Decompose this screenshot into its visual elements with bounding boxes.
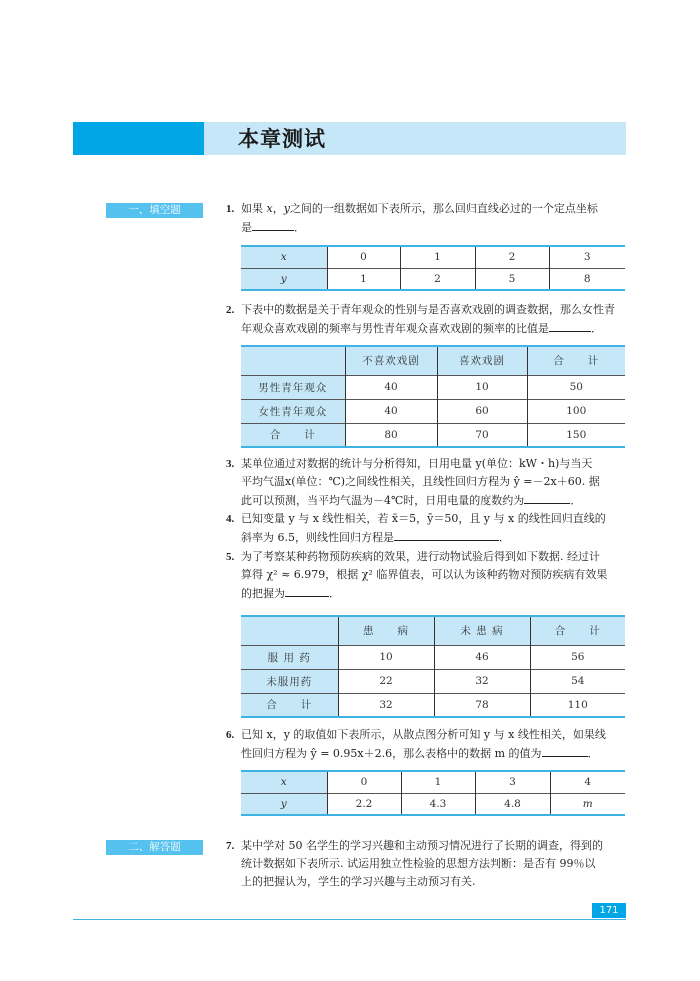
table-row [241, 399, 625, 423]
question-number: 7. [226, 840, 235, 852]
question-text: 如果 [241, 202, 263, 215]
table-cell: 56 [530, 645, 625, 669]
table-cell: 4.3 [401, 793, 475, 815]
table-row [241, 693, 625, 717]
question-4 [226, 510, 626, 547]
row-header: y [241, 793, 327, 815]
question-text: 此可以预测，当平均气温为－4℃时，日用电量的度数约为 [241, 494, 525, 507]
question-text: 性回归方程为 ŷ = 0.95x＋2.6，那么表格中的数据 m 的值为 [241, 747, 542, 760]
table-cell: 0 [327, 246, 400, 268]
row-header: 合 计 [241, 423, 345, 447]
table-row [241, 645, 625, 669]
table-cell: 78 [434, 693, 530, 717]
question-7 [226, 837, 626, 891]
table-cell: 5 [475, 268, 549, 290]
table-cell: 50 [527, 375, 625, 399]
page-number: 171 [592, 903, 626, 918]
chapter-header-accent [73, 122, 204, 155]
punctuation: ． [329, 587, 340, 600]
question-3 [226, 455, 626, 510]
table-cell: 1 [401, 771, 475, 793]
table-row [241, 793, 625, 815]
row-header: 女性青年观众 [241, 399, 345, 423]
table-q6 [241, 770, 625, 816]
question-number: 6. [226, 729, 235, 741]
table-cell: 8 [549, 268, 625, 290]
question-text: ， [272, 202, 284, 215]
footer-divider [73, 919, 626, 920]
question-number: 3. [226, 458, 235, 470]
table-q1 [241, 245, 625, 291]
row-header: x [241, 771, 327, 793]
question-text: 上的把握认为，学生的学习兴趣与主动预习有关. [241, 875, 476, 888]
question-text: 为了考察某种药物预防疾病的效果，进行动物试验后得到如下数据. 经过计 [241, 550, 600, 563]
answer-blank[interactable] [524, 491, 570, 504]
table-cell: 1 [327, 268, 400, 290]
row-header: 未服用药 [241, 669, 338, 693]
table-cell: 80 [345, 423, 437, 447]
table-cell: 2.2 [327, 793, 401, 815]
question-text: 斜率为 6.5，则线性回归方程是 [241, 531, 394, 544]
header-cell: 患 病 [338, 616, 434, 645]
header-cell: 合 计 [527, 346, 625, 375]
table-cell: 3 [549, 246, 625, 268]
question-text: 是 [241, 221, 252, 234]
question-text: 已知变量 y 与 x 线性相关，若 x̄＝5，ȳ＝50，且 y 与 x 的线性回归直线的 [241, 512, 606, 525]
header-cell: 合 计 [530, 616, 625, 645]
question-text: 某单位通过对数据的统计与分析得知，日用电量 y(单位：kW・h)与当天 [241, 457, 593, 470]
table-row [241, 375, 625, 399]
table-cell: 40 [345, 399, 437, 423]
table-cell: 150 [527, 423, 625, 447]
table-cell: 70 [437, 423, 527, 447]
table-cell: 60 [437, 399, 527, 423]
header-cell: 不喜欢戏剧 [345, 346, 437, 375]
question-text: 某中学对 50 名学生的学习兴趣和主动预习情况进行了长期的调查，得到的 [241, 839, 603, 852]
question-text: 的把握为 [241, 587, 285, 600]
table-cell: 3 [475, 771, 550, 793]
question-6 [226, 726, 626, 763]
table-cell: 100 [527, 399, 625, 423]
math-var: x [266, 202, 273, 215]
punctuation: ． [294, 221, 305, 234]
row-header: 男性青年观众 [241, 375, 345, 399]
table-cell: 10 [338, 645, 434, 669]
question-text: 年观众喜欢戏剧的频率与男性青年观众喜欢戏剧的频率的比值是 [241, 322, 549, 335]
table-row [241, 246, 625, 268]
row-header: y [241, 268, 327, 290]
table-cell: 4 [550, 771, 625, 793]
punctuation: ． [591, 322, 602, 335]
question-1 [226, 200, 626, 237]
header-cell: 喜欢戏剧 [437, 346, 527, 375]
table-cell: 10 [437, 375, 527, 399]
question-text: 已知 x，y 的取值如下表所示，从散点图分析可知 y 与 x 线性相关，如果线 [241, 728, 606, 741]
question-5 [226, 548, 626, 603]
question-number: 2. [226, 304, 235, 316]
table-row [241, 771, 625, 793]
header-cell: 未 患 病 [434, 616, 530, 645]
table-cell: 2 [475, 246, 549, 268]
table-cell: 0 [327, 771, 401, 793]
row-header: 服 用 药 [241, 645, 338, 669]
question-number: 4. [226, 513, 235, 525]
table-header-row [241, 616, 625, 645]
answer-blank[interactable] [285, 584, 329, 597]
answer-blank[interactable] [549, 319, 591, 332]
table-cell: 4.8 [475, 793, 550, 815]
table-cell: m [550, 793, 625, 815]
row-header: x [241, 246, 327, 268]
answer-blank[interactable] [252, 218, 294, 231]
punctuation: ． [570, 494, 582, 507]
table-cell: 32 [338, 693, 434, 717]
header-cell [241, 346, 345, 375]
table-q5 [241, 615, 625, 718]
punctuation: ． [499, 531, 510, 544]
math-var: y [283, 202, 290, 215]
question-text: 平均气温x(单位：℃)之间线性相关，且线性回归方程为 ŷ =－2x＋60. 据 [241, 475, 600, 488]
section-label-answer: 二、解答题 [106, 840, 203, 855]
table-q2 [241, 345, 625, 448]
question-text: 统计数据如下表所示. 试运用独立性检验的思想方法判断：是否有 99％以 [241, 857, 596, 870]
answer-blank[interactable] [394, 528, 499, 541]
header-cell [241, 616, 338, 645]
question-text: 之间的一组数据如下表所示，那么回归直线必过的一个定点坐标 [289, 202, 598, 215]
question-text: 算得 χ² ≈ 6.979，根据 χ² 临界值表，可以认为该种药物对预防疾病有效果 [241, 568, 608, 581]
table-row [241, 669, 625, 693]
table-cell: 2 [400, 268, 475, 290]
row-header: 合 计 [241, 693, 338, 717]
table-cell: 1 [400, 246, 475, 268]
table-cell: 22 [338, 669, 434, 693]
question-text: 下表中的数据是关于青年观众的性别与是否喜欢戏剧的调查数据，那么女性青 [241, 303, 615, 316]
table-cell: 40 [345, 375, 437, 399]
punctuation: ． [587, 747, 599, 760]
question-number: 5. [226, 551, 235, 563]
table-row [241, 268, 625, 290]
table-cell: 110 [530, 693, 625, 717]
question-2 [226, 301, 626, 338]
question-number: 1. [226, 203, 235, 215]
answer-blank[interactable] [542, 744, 588, 757]
table-cell: 54 [530, 669, 625, 693]
chapter-title: 本章测试 [238, 127, 326, 151]
table-row [241, 423, 625, 447]
table-cell: 46 [434, 645, 530, 669]
section-label-fill-in: 一、填空题 [106, 203, 203, 218]
table-cell: 32 [434, 669, 530, 693]
table-header-row [241, 346, 625, 375]
